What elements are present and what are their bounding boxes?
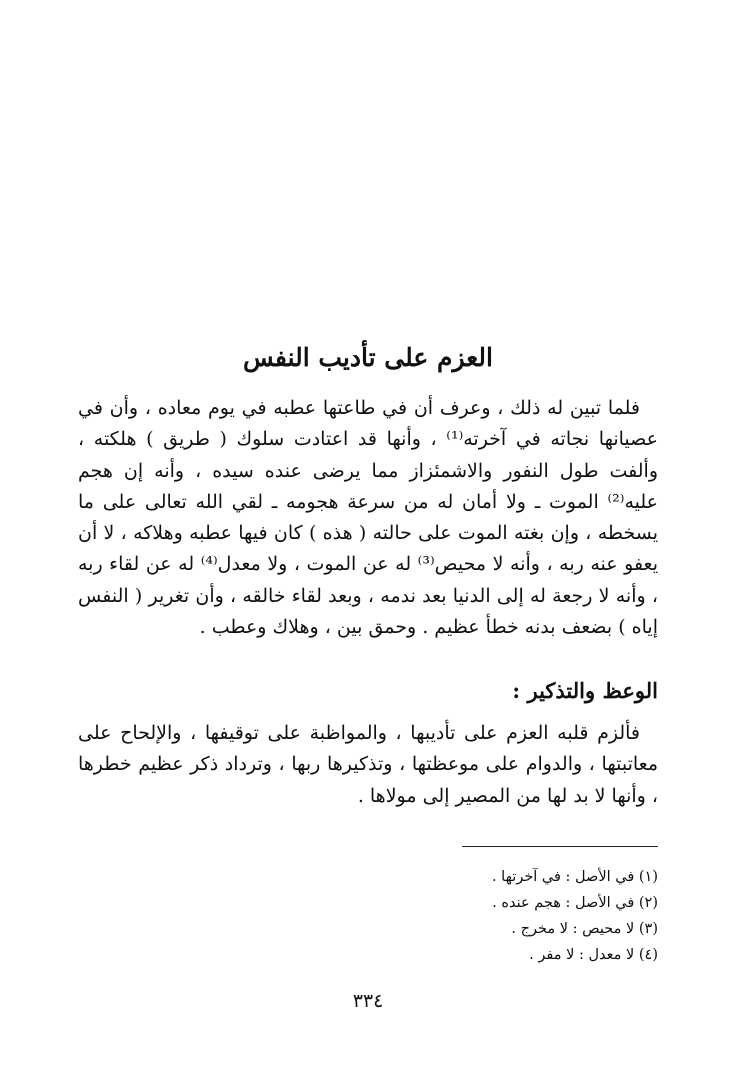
body-paragraph-1	[78, 393, 658, 643]
footnote-4: (٤) لا معدل : لا مفر .	[529, 947, 658, 963]
footnote-separator	[462, 846, 658, 847]
body-paragraph-2	[78, 718, 658, 812]
section-title: العزم على تأديب النفس	[243, 343, 493, 372]
footnote-3: (٣) لا محيص : لا مخرج .	[511, 921, 658, 937]
footnote-1: (١) في الأصل : في آخرتها .	[491, 869, 658, 885]
footnotes-list	[492, 864, 658, 968]
footnote-2: (٢) في الأصل : هجم عنده .	[492, 895, 658, 911]
body-paragraph-2-text: فألزم قلبه العزم على تأديبها ، والمواظبة على توقيفها ، والإلحاح على معاتبتها ، والدوام على موعظتها ، وتذكيرها ربها ، وترداد ذكر عظيم خطرها ، وأنها لا بد لها من المصير إلى مولاها .	[78, 722, 658, 807]
body-paragraph-1-text: فلما تبين له ذلك ، وعرف أن في طاعتها عطبه في يوم معاده ، وأن في عصيانها نجاته في آخرته⁽¹⁾ ، وأنها قد اعتادت سلوك ( طريق ) هلكته ، وألفت طول النفور والاشمئزاز مما يرضى عنده سيده ، وأنه إن هجم عليه⁽²⁾ الموت ـ ولا أمان له من سرعة هجومه ـ لقي الله تعالى على ما يسخطه ، وإن بغته الموت على حالته ( هذه ) كان فيها عطبه وهلاكه ، لا أن يعفو عنه ربه ، وأنه لا محيص⁽³⁾ له عن الموت ، ولا معدل⁽⁴⁾ له عن لقاء ربه ، وأنه لا رجعة له إلى الدنيا بعد ندمه ، وبعد لقاء خالقه ، وأن تغرير ( النفس إياه ) بضعف بدنه خطأ عظيم . وحمق بين ، وهلاك وعطب .	[78, 397, 659, 639]
subheading: الوعظ والتذكير :	[512, 678, 658, 703]
page-number: ٣٣٤	[352, 990, 384, 1012]
